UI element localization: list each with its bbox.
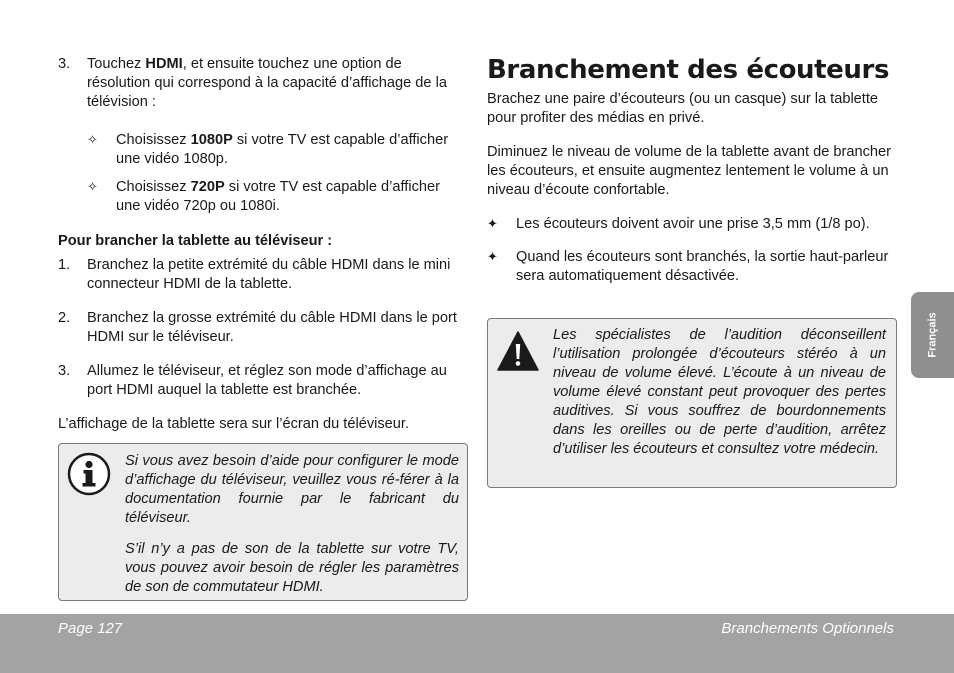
headphones-intro: Brachez une paire d’écouteurs (ou un casque) sur la tablette pour profiter des médias en privé. (487, 91, 879, 126)
step-text-bold: HDMI (145, 56, 183, 72)
info-note-para-1: Si vous avez besoin d’aide pour configurer le mode d’affichage du téléviseur, veuillez vous ré-férer à la documentation fournie par le fabricant du téléviseur. (125, 453, 459, 526)
step-text: Branchez la petite extrémité du câble HDMI dans le mini connecteur HDMI de la tablette. (87, 257, 451, 292)
page-number: Page 127 (58, 620, 123, 637)
bullet-text: Quand les écouteurs sont branchés, la sortie haut-parleur sera automatiquement désactivée. (516, 249, 889, 284)
bullet-jack-size (487, 215, 897, 234)
step-3-hdmi (58, 55, 468, 112)
warning-icon (496, 329, 540, 373)
step-number: 1. (58, 257, 71, 273)
option-1080p (58, 131, 468, 169)
step-text-pre: Touchez (87, 56, 146, 72)
step-number: 3. (58, 56, 71, 72)
info-note-box (58, 443, 468, 601)
right-column (487, 55, 897, 286)
star-bullet-icon: ✦ (487, 217, 498, 232)
info-icon (67, 452, 111, 496)
result-text: L’affichage de la tablette sera sur l’écran du téléviseur. (58, 416, 410, 432)
option-720p (58, 178, 468, 216)
volume-advice: Diminuez le niveau de volume de la tablette avant de brancher les écouteurs, et ensuite augmentez lentement le volume à un niveau d’écoute confortable. (487, 144, 892, 198)
tv-step-2 (58, 309, 468, 347)
option-text-bold: 1080P (190, 132, 233, 148)
warning-note-box (487, 318, 897, 488)
left-column (58, 55, 468, 434)
page-footer (0, 614, 954, 673)
tv-step-3 (58, 362, 468, 400)
info-note-para-2: S’il n’y a pas de son de la tablette sur votre TV, vous pouvez avoir besoin de régler les paramètres de son de commutateur HDMI. (125, 541, 459, 595)
language-tab-label: Français (926, 312, 938, 358)
option-text-pre: Choisissez (116, 132, 191, 148)
section-title: Branchement des écouteurs (487, 55, 890, 85)
step-number: 2. (58, 310, 71, 326)
tv-step-1 (58, 256, 468, 294)
bullet-text: Les écouteurs doivent avoir une prise 3,5 mm (1/8 po). (516, 216, 870, 232)
footer-section-title: Branchements Optionnels (721, 620, 894, 637)
sparkle-bullet-icon: ✧ (87, 133, 98, 148)
tv-connect-heading: Pour brancher la tablette au téléviseur : (58, 233, 333, 249)
warning-note-text: Les spécialistes de l’audition déconseillent l’utilisation prolongée d’écouteurs stéréo à un niveau de volume élevé. L’écoute à un niveau de volume élevé constant peut provoquer des pertes auditives. Si vous souffrez de bourdonnements dans les oreilles ou de perte d’audition, arrêtez d’utiliser les écouteurs et consultez votre médecin. (553, 327, 886, 457)
step-text: Branchez la grosse extrémité du câble HDMI dans le port HDMI sur le téléviseur. (87, 310, 457, 345)
option-text-bold: 720P (190, 179, 225, 195)
option-text-post: si votre TV est capable d’afficher une vidéo 1080p. (116, 132, 449, 167)
info-note-text (125, 452, 459, 597)
option-text-pre: Choisissez (116, 179, 191, 195)
step-text: Allumez le téléviseur, et réglez son mode d’affichage au port HDMI auquel la tablette est branchée. (87, 363, 447, 398)
option-text-post: si votre TV est capable d’afficher une vidéo 720p ou 1080i. (116, 179, 440, 214)
step-number: 3. (58, 363, 71, 379)
sparkle-bullet-icon: ✧ (87, 180, 98, 195)
bullet-speaker-off (487, 248, 897, 286)
language-tab (911, 292, 954, 378)
star-bullet-icon: ✦ (487, 250, 498, 265)
step-text-post: , et ensuite touchez une option de résolution qui correspond à la capacité d’affichage de la télévision : (87, 56, 447, 110)
